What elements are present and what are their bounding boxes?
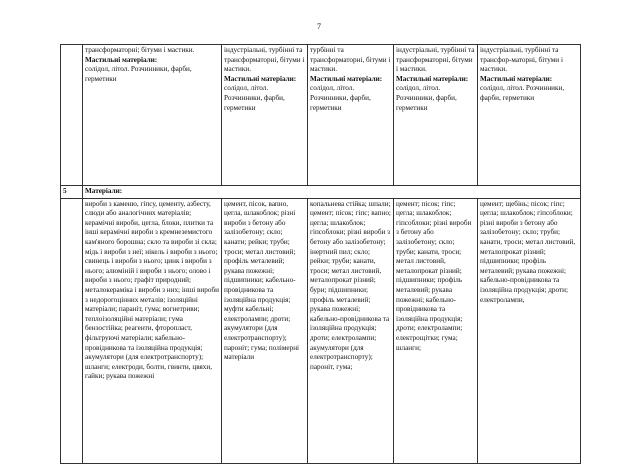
- section-header-row: [61, 186, 581, 199]
- cell-text: солідол, літол. Розчинники, фарби, герметики: [396, 84, 457, 112]
- table-cell: цемент; щебінь; пісок; гіпс; цегла; шлакоблок; гіпсоблоки; різні вироби з бетону або залізобетону; скло; труби; канати, троси; метал листовий, металопрокат різний; підшипники; профіль металевий; рукава пожежні; кабельно-провідникова та ізоляційна продукція; дроти; електролампи,: [478, 198, 581, 463]
- cell-text: індустріальні, турбінні та трансформаторні, бітуми і мастики.: [396, 46, 475, 74]
- cell-text: індустріальні, турбінні та трансформаторні, бітуми і мастики.: [224, 46, 305, 74]
- cell-text: солідол, літол. Розчинники, фарби, герметики: [480, 84, 565, 102]
- table-cell: копальнева стійка; шпали; цемент; пісок; гіпс; вапно; цегла; шлакоблок; гіпсоблоки; різні вироби з бетону або залізобетону; інертний пил; скло; рейки; труби; канати, троси; метал листовий, металопрокат різний; бури; підшипники; профіль металевий; рукава пожежні; кабельно-провідникова та ізоляційна продукція; дроти; електролампи; акумулятори (для електротранспорту); пароніт, гума;: [308, 198, 394, 463]
- table-cell: [222, 45, 308, 186]
- page-number: 7: [317, 22, 321, 31]
- table-row: [61, 45, 581, 186]
- cell-text: солідол, літол. Розчинники, фарби, герметики: [224, 84, 285, 112]
- materials-table: [60, 44, 581, 464]
- cell-bold-label: Мастильні матеріали:: [85, 55, 158, 64]
- row-number-cell: [61, 45, 83, 186]
- table-cell: [308, 45, 394, 186]
- section-title: Матеріали:: [83, 186, 581, 199]
- cell-bold-label: Мастильні матеріали:: [480, 74, 553, 83]
- cell-text: солідол, літол. Розчинники, фарби, герметики: [310, 84, 371, 112]
- section-number: 5: [61, 186, 83, 199]
- cell-text: індустріальні, турбінні та трансфор-маторні, бітуми і мастики.: [480, 46, 563, 74]
- cell-text: турбінні та трансформаторні, бітуми і мастики.: [310, 46, 391, 74]
- table-cell: [83, 45, 222, 186]
- table-cell: цемент, пісок, вапно, цегла, шлакоблок; різні вироби з бетону або залізобетону; скло; канати; рейки; труби; троси; метал листовий; профіль металевий; рукава пожежні; підшипники; кабельно-провідникова та ізоляційна продукція; муфти кабельні; електролампи; дроти; акумулятори (для електротранспорту); пароніт; гума; полімерні матеріали: [222, 198, 308, 463]
- table-cell: цемент; пісок; гіпс; цегла; шлакоблок; гіпсоблоки; різні вироби з бетону або залізобетону; скло; труби; канати, троси; метал листовий, металопрокат різний; підшипники; профіль металевий; рукава пожежні; кабельно-провідникова та ізоляційна продукція; дроти; електролампи; електрощітки; гума; шланги;: [394, 198, 478, 463]
- cell-bold-label: Мастильні матеріали:: [310, 74, 383, 83]
- cell-text: трансформаторні; бітуми і мастики.: [85, 46, 195, 54]
- cell-bold-label: Мастильні матеріали:: [224, 74, 297, 83]
- cell-text: солідол, літол. Розчинники, фарби, герметики: [85, 65, 192, 83]
- table-cell: [478, 45, 581, 186]
- row-number-cell: [61, 198, 83, 463]
- table-cell: вироби з каменю, гіпсу, цементу, азбесту, слюди або аналогічних матеріалів; керамічні вироби, цегла, блоки, плитки та інші керамічні вироби з кремнеземистого кам'яного борошна; скло та вироби зі скла; мідь і вироби з неї; нікель і вироби з нього; свинець і вироби з нього; цинк і вироби з нього; алюміній і вироби з нього; олово і вироби з нього; графіт природний; металокераміка і вироби з них; інші вироби з недорогоцінних металів; ізоляційні матеріали; паранiт, гума; вогнетриви; теплоізоляційні матеріали; гума бензостійка; реагенти, фторопласт, фільтруючі матеріали; кабельно-провідникова та ізоляційна продукція; акумулятори (для електротранспорту); шланги; електроди, болти, гвинти, цвяхи, гайки; рукава пожежні: [83, 198, 222, 463]
- cell-bold-label: Мастильні матеріали:: [396, 74, 469, 83]
- table-row: [61, 198, 581, 463]
- table-cell: [394, 45, 478, 186]
